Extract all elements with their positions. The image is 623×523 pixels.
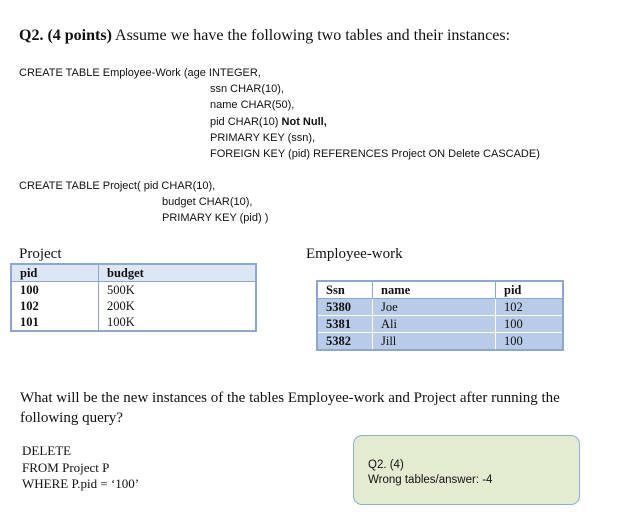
table-cell: 100 xyxy=(496,333,564,351)
table-cell: 200K xyxy=(99,298,257,314)
grader-comment-text xyxy=(368,458,492,488)
table-cell: 100 xyxy=(496,316,564,333)
create-employee-line-3: name CHAR(50), xyxy=(210,99,295,111)
pid-def: pid CHAR(10) xyxy=(210,116,282,128)
table-header-row xyxy=(317,281,563,299)
create-project-line-1: CREATE TABLE Project( pid CHAR(10), xyxy=(19,180,216,192)
comment-line: Wrong tables/answer: -4 xyxy=(368,474,493,486)
table-row xyxy=(11,298,256,314)
query-line: WHERE P.pid = ‘100’ xyxy=(22,476,140,491)
create-employee-line-5: PRIMARY KEY (ssn), xyxy=(210,132,316,144)
project-table-caption: Project xyxy=(19,246,62,262)
query-line: DELETE xyxy=(22,443,72,458)
table-cell: 100 xyxy=(11,282,99,299)
question-text: What will be the new instances of the tables Employee-work and Project after running the following query? xyxy=(20,390,560,426)
table-cell: 5382 xyxy=(317,333,373,351)
table-row xyxy=(317,333,563,351)
create-employee-line-2: ssn CHAR(10), xyxy=(210,83,284,95)
table-cell: 100K xyxy=(99,314,257,331)
column-header: pid xyxy=(496,281,564,299)
create-employee-line-1: CREATE TABLE Employee-Work (age INTEGER, xyxy=(19,67,261,79)
grader-comment-box[interactable] xyxy=(353,435,580,505)
table-row xyxy=(11,314,256,331)
delete-query xyxy=(22,443,139,493)
table-row xyxy=(317,299,563,316)
create-project-line-3: PRIMARY KEY (pid) ) xyxy=(162,212,269,224)
table-cell: 102 xyxy=(496,299,564,316)
table-header-row xyxy=(11,264,256,282)
table-row xyxy=(11,282,256,299)
column-header: Ssn xyxy=(317,281,373,299)
question-intro: Assume we have the following two tables and their instances: xyxy=(111,27,511,44)
table-cell: 500K xyxy=(99,282,257,299)
project-table xyxy=(10,263,257,332)
question-title xyxy=(19,27,510,45)
comment-line: Q2. (4) xyxy=(368,459,404,471)
table-cell: 5381 xyxy=(317,316,373,333)
table-cell: Jill xyxy=(373,333,496,351)
table-cell: Joe xyxy=(373,299,496,316)
table-row xyxy=(317,316,563,333)
employee-work-table xyxy=(316,280,564,351)
query-line: FROM Project P xyxy=(22,459,110,475)
table-cell: 101 xyxy=(11,314,99,331)
column-header: pid xyxy=(11,264,99,282)
column-header: budget xyxy=(99,264,257,282)
create-employee-line-6: FOREIGN KEY (pid) REFERENCES Project ON Delete CASCADE) xyxy=(210,148,540,160)
table-cell: 5380 xyxy=(317,299,373,316)
employee-table-caption: Employee-work xyxy=(306,246,403,262)
table-cell: 102 xyxy=(11,298,99,314)
create-employee-line-4 xyxy=(210,114,327,131)
question-label: Q2. (4 points) xyxy=(19,27,112,44)
not-null-constraint: Not Null, xyxy=(281,116,327,128)
create-project-line-2: budget CHAR(10), xyxy=(162,196,253,208)
column-header: name xyxy=(373,281,496,299)
table-cell: Ali xyxy=(373,316,496,333)
